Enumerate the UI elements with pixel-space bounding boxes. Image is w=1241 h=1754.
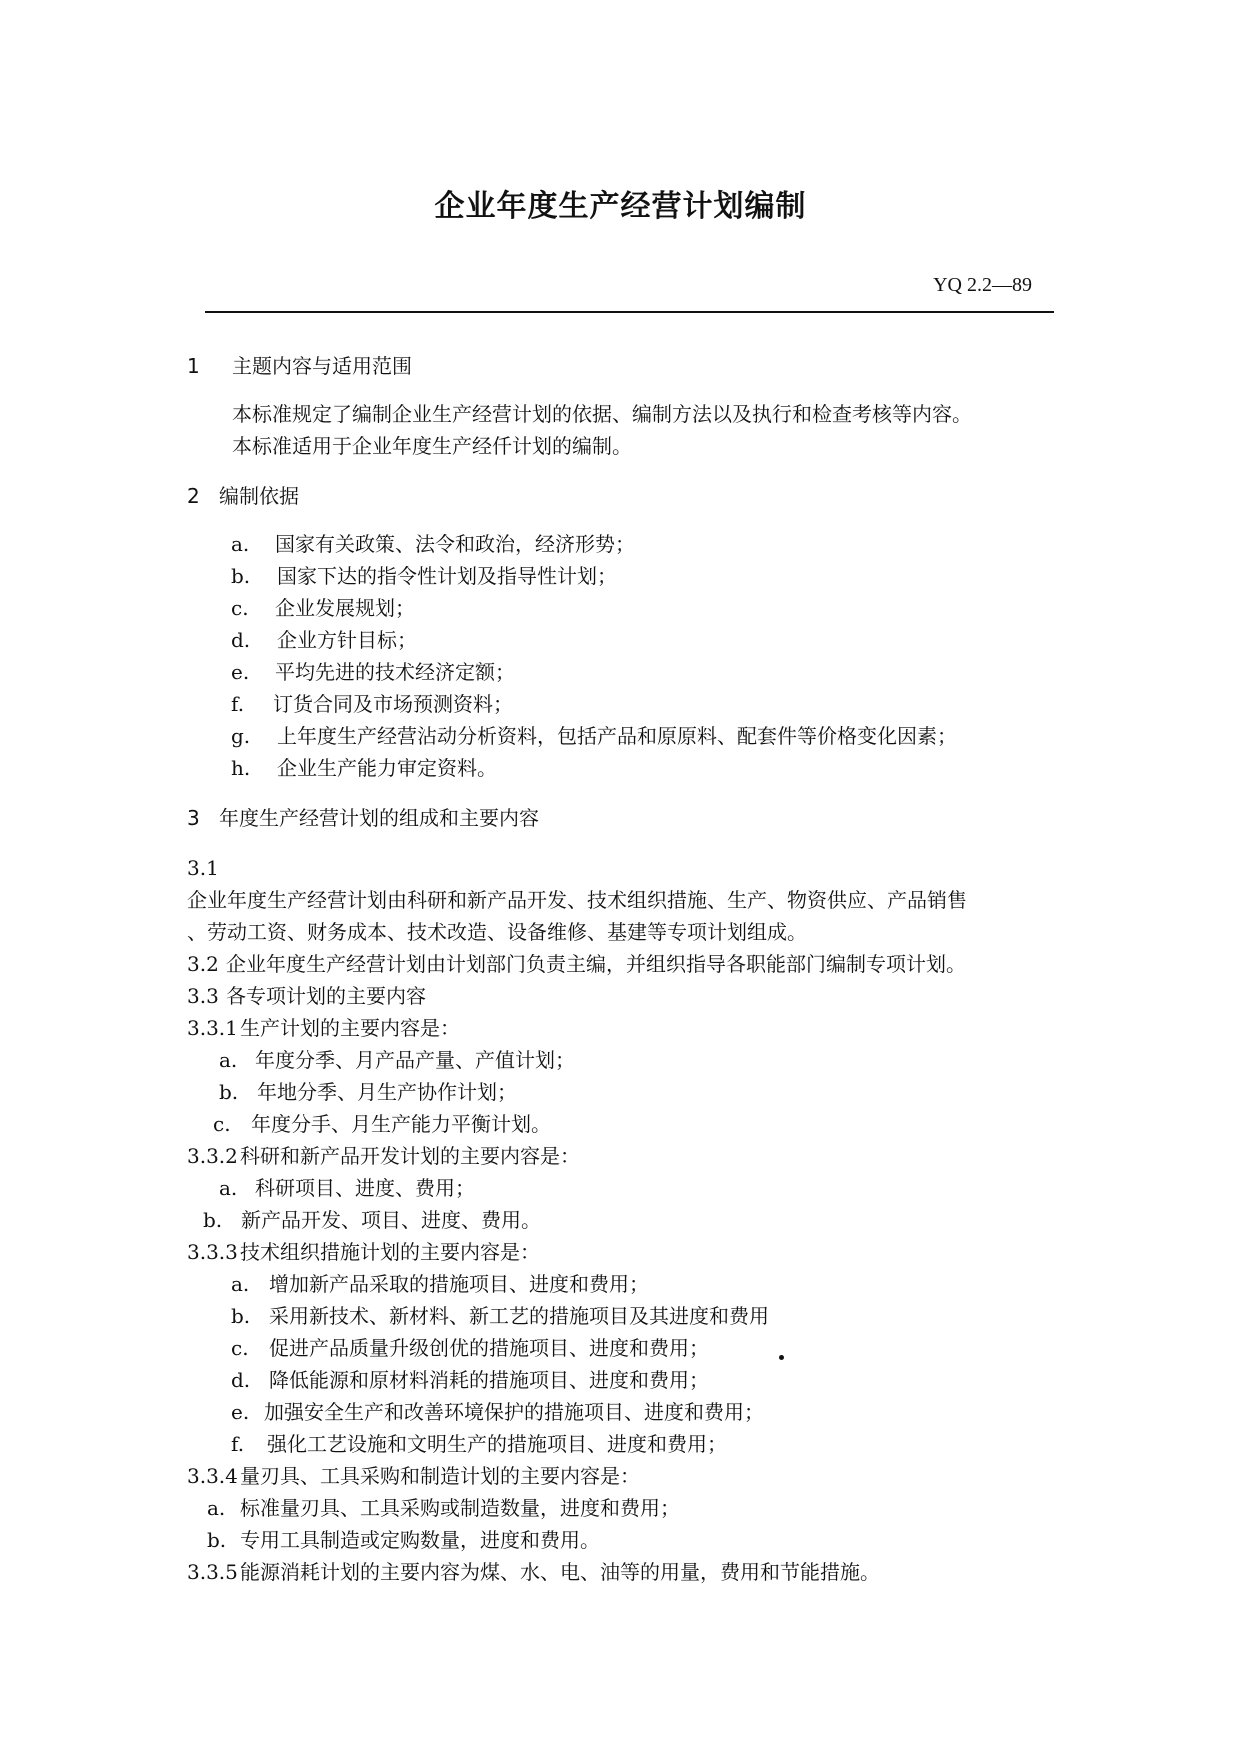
clause-text: 各专项计划的主要内容 xyxy=(226,984,426,1008)
list-marker: c. xyxy=(213,1112,231,1136)
clause xyxy=(187,1558,880,1586)
list-marker: b. xyxy=(207,1528,227,1552)
list-marker: b. xyxy=(231,1304,251,1328)
list-item: b. 年地分季、月生产协作计划； xyxy=(219,1080,517,1104)
list-marker: a. xyxy=(207,1496,226,1520)
list-marker: b. xyxy=(231,564,251,588)
list-item: g. 上年度生产经营沾动分析资料，包括产品和原原料、配套件等价格变化因素； xyxy=(231,724,957,748)
list-marker: c. xyxy=(231,1336,249,1360)
clause xyxy=(187,1014,460,1042)
section-title: 主题内容与适用范围 xyxy=(232,354,412,378)
list-marker: e. xyxy=(231,1400,250,1424)
section-number: 2 xyxy=(187,484,200,508)
list-marker: a. xyxy=(219,1176,238,1200)
section-1-heading xyxy=(187,352,412,380)
list-marker: a. xyxy=(219,1048,238,1072)
stray-dot-mark xyxy=(779,1355,784,1360)
list-item: b. 采用新技术、新材料、新工艺的措施项目及其进度和费用 xyxy=(231,1304,769,1328)
list-marker: g. xyxy=(231,724,251,748)
list-item: c. 促进产品质量升级创优的措施项目、进度和费用； xyxy=(231,1336,709,1360)
list-item: a. 增加新产品采取的措施项目、进度和费用； xyxy=(231,1272,649,1296)
list-marker: a. xyxy=(231,1272,250,1296)
list-marker: e. xyxy=(231,660,250,684)
clause-text: 能源消耗计划的主要内容为煤、水、电、油等的用量，费用和节能措施。 xyxy=(240,1560,880,1584)
list-item: a. 国家有关政策、法令和政治，经济形势； xyxy=(231,532,635,556)
clause xyxy=(187,1238,540,1266)
clause-number: 3.3.1 xyxy=(187,1016,238,1040)
clause-number: 3.3.3 xyxy=(187,1240,238,1264)
section-title: 编制依据 xyxy=(219,484,299,508)
header-rule xyxy=(205,311,1054,313)
list-item: e. 加强安全生产和改善环境保护的措施项目、进度和费用； xyxy=(231,1400,764,1424)
clause-number: 3.1 xyxy=(187,856,219,880)
list-marker: b. xyxy=(219,1080,239,1104)
clause xyxy=(187,1142,580,1170)
list-item: f. 订货合同及市场预测资料； xyxy=(231,692,513,716)
list-item: f. 强化工艺设施和文明生产的措施项目、进度和费用； xyxy=(231,1432,727,1456)
list-item: c. 年度分手、月生产能力平衡计划。 xyxy=(213,1112,551,1136)
list-marker: f. xyxy=(231,1432,245,1456)
clause-text: 企业年度生产经营计划由科研和新产品开发、技术组织措施、生产、物资供应、产品销售 xyxy=(187,888,967,912)
clause xyxy=(187,1462,640,1490)
section-1-paragraph: 本标准适用于企业年度生产经仟计划的编制。 xyxy=(232,434,632,458)
clause-text: 生产计划的主要内容是： xyxy=(240,1016,460,1040)
clause-text: 科研和新产品开发计划的主要内容是： xyxy=(240,1144,580,1168)
list-item: e. 平均先进的技术经济定额； xyxy=(231,660,515,684)
clause xyxy=(187,982,426,1010)
document-title: 企业年度生产经营计划编制 xyxy=(434,189,807,224)
section-number: 1 xyxy=(187,354,200,378)
clause-number: 3.2 xyxy=(187,952,219,976)
list-marker: c. xyxy=(231,596,249,620)
clause-text: 企业年度生产经营计划由计划部门负责主编，并组织指导各职能部门编制专项计划。 xyxy=(226,952,966,976)
list-item: b. 新产品开发、项目、进度、费用。 xyxy=(203,1208,541,1232)
standard-code: YQ 2.2—89 xyxy=(933,274,1032,296)
list-item: c. 企业发展规划； xyxy=(231,596,415,620)
list-item: h. 企业生产能力审定资料。 xyxy=(231,756,497,780)
section-title: 年度生产经营计划的组成和主要内容 xyxy=(219,806,539,830)
section-3-heading xyxy=(187,804,539,832)
section-2-heading xyxy=(187,482,299,510)
clause-text: 、劳动工资、财务成本、技术改造、设备维修、基建等专项计划组成。 xyxy=(187,920,807,944)
list-marker: h. xyxy=(231,756,251,780)
section-number: 3 xyxy=(187,806,200,830)
list-marker: f. xyxy=(231,692,245,716)
list-item: a. 标准量刃具、工具采购或制造数量，进度和费用； xyxy=(207,1496,680,1520)
clause-number: 3.3.4 xyxy=(187,1464,238,1488)
section-1-paragraph: 本标准规定了编制企业生产经营计划的依据、编制方法以及执行和检查考核等内容。 xyxy=(232,402,972,426)
list-item: a. 年度分季、月产品产量、产值计划； xyxy=(219,1048,575,1072)
list-marker: d. xyxy=(231,628,251,652)
clause-text: 技术组织措施计划的主要内容是： xyxy=(240,1240,540,1264)
clause xyxy=(187,950,966,978)
list-item: b. 专用工具制造或定购数量，进度和费用。 xyxy=(207,1528,600,1552)
list-item: d. 企业方针目标； xyxy=(231,628,417,652)
list-item: a. 科研项目、进度、费用； xyxy=(219,1176,475,1200)
list-item: d. 降低能源和原材料消耗的措施项目、进度和费用； xyxy=(231,1368,709,1392)
list-marker: d. xyxy=(231,1368,251,1392)
list-marker: a. xyxy=(231,532,250,556)
clause-number: 3.3 xyxy=(187,984,219,1008)
list-item: b. 国家下达的指令性计划及指导性计划； xyxy=(231,564,617,588)
list-marker: b. xyxy=(203,1208,223,1232)
clause-number: 3.3.2 xyxy=(187,1144,238,1168)
clause-number: 3.3.5 xyxy=(187,1560,238,1584)
clause-text: 量刃具、工具采购和制造计划的主要内容是： xyxy=(240,1464,640,1488)
